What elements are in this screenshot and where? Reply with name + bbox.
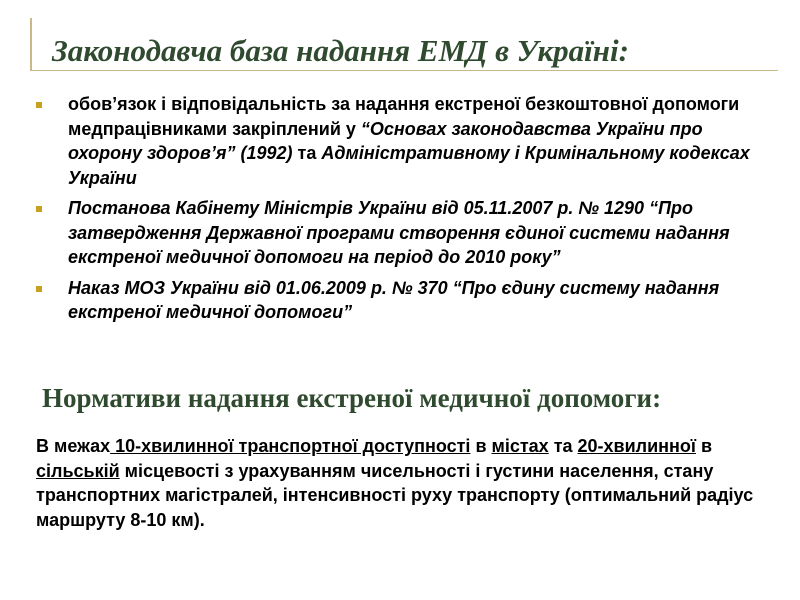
slide-title: Законодавча база надання ЕМД в Україні:: [52, 33, 629, 68]
norms-20-minute: 20-хвилинної: [577, 436, 696, 456]
bullet-2-text: Постанова Кабінету Міністрів України від 05.11.2007 р. № 1290 “Про затвердження Державної програми створення єдиної системи надання екстреної медичної допомоги на період до 2010 року”: [68, 198, 730, 267]
bullet-square-icon: [36, 206, 42, 212]
bullet-item-1: [36, 92, 781, 190]
bullet-1-text: обов’язок і відповідальність за надання екстреної безкоштовної допомоги медпрацівниками закріплений у: [68, 94, 740, 139]
bullet-1-codes: Адміністративному і Кримінальному кодексах України: [68, 143, 750, 188]
norms-text-7: в: [695, 436, 713, 456]
norms-paragraph: [36, 434, 786, 532]
bullet-square-icon: [36, 102, 42, 108]
bullet-list: [36, 92, 781, 331]
bullet-square-icon: [36, 286, 42, 292]
section-subtitle: Нормативи надання екстреної медичної допомоги:: [42, 383, 662, 413]
bullet-item-3: [36, 276, 781, 325]
bullet-1-conjunction: та: [292, 143, 322, 163]
norms-text-3: в: [470, 436, 492, 456]
norms-cities: містах: [491, 436, 549, 456]
bullet-3-text: Наказ МОЗ України від 01.06.2009 р. № 370 “Про єдину систему надання екстреної медичної допомоги”: [68, 277, 720, 322]
norms-rural: сільській: [36, 460, 120, 481]
norms-text-1: В межах: [36, 436, 111, 456]
norms-text-9: місцевості з урахуванням чисельності і густини населення, стану транспортних магістралей, інтенсивності руху транспорту (оптимальний радіус маршруту 8-10 км).: [36, 460, 754, 530]
bullet-item-2: [36, 196, 781, 270]
title-horizontal-rule: [30, 70, 778, 71]
title-vertical-rule: [30, 18, 32, 70]
bullet-1-law-name: “Основах законодавства України про охорону здоров’я” (1992): [68, 118, 703, 163]
norms-transport-access: 10-хвилинної транспортної доступності: [110, 436, 471, 456]
norms-text-5: та: [548, 436, 578, 456]
